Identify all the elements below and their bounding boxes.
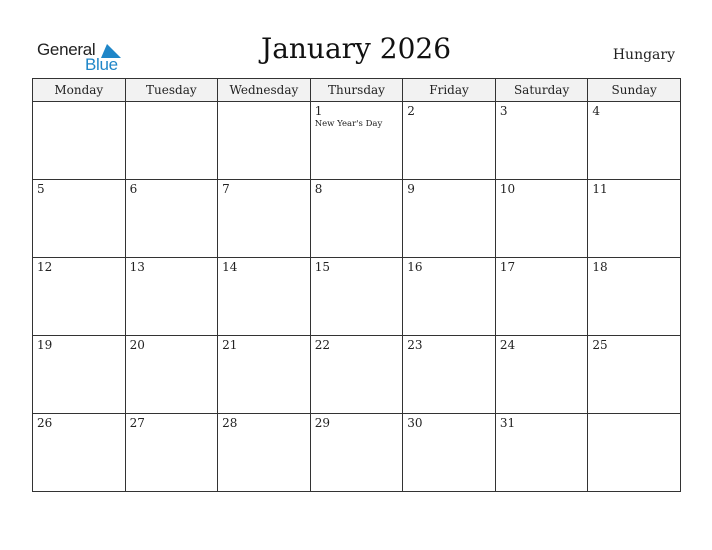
weekday-wednesday: Wednesday [218, 79, 311, 102]
day-number: 5 [37, 182, 45, 196]
day-number: 19 [37, 338, 53, 352]
day-number: 2 [407, 104, 415, 118]
day-number: 26 [37, 416, 53, 430]
weekday-thursday: Thursday [310, 79, 403, 102]
day-cell [218, 258, 311, 336]
day-number: 10 [499, 182, 516, 196]
day-cell [495, 336, 588, 414]
day-number: 15 [314, 260, 330, 274]
weekday-monday: Monday [33, 79, 126, 102]
day-cell [310, 180, 403, 258]
day-cell [218, 414, 311, 492]
day-cell [403, 258, 496, 336]
weekday-sunday: Sunday [588, 79, 681, 102]
day-cell [33, 180, 126, 258]
day-number: 7 [222, 182, 230, 196]
weekday-header-row [33, 79, 681, 102]
week-row [33, 414, 681, 492]
day-cell [33, 336, 126, 414]
weekday-friday: Friday [403, 79, 496, 102]
day-cell [495, 180, 588, 258]
day-number: 1 [314, 104, 323, 118]
day-cell [403, 414, 496, 492]
day-number: 27 [129, 416, 145, 430]
day-cell [403, 102, 496, 180]
country-label: Hungary [612, 47, 675, 63]
day-number: 18 [592, 260, 608, 274]
week-row [33, 336, 681, 414]
day-number: 14 [222, 260, 238, 274]
day-number: 12 [37, 260, 53, 274]
day-number: 22 [314, 338, 330, 352]
day-number: 4 [592, 104, 601, 118]
day-number: 9 [407, 182, 415, 196]
day-number: 13 [129, 260, 145, 274]
day-cell [125, 102, 218, 180]
day-cell [588, 414, 681, 492]
day-cell [588, 180, 681, 258]
day-cell [218, 180, 311, 258]
day-cell [588, 258, 681, 336]
day-cell [310, 102, 403, 180]
day-number: 17 [499, 260, 516, 274]
day-cell [218, 102, 311, 180]
logo-word-general: General [37, 40, 96, 59]
day-cell [495, 414, 588, 492]
day-cell [33, 258, 126, 336]
day-cell [495, 102, 588, 180]
day-cell [33, 414, 126, 492]
day-number: 25 [592, 338, 608, 352]
day-cell [495, 258, 588, 336]
day-cell [588, 102, 681, 180]
day-cell [125, 180, 218, 258]
calendar-grid [32, 78, 681, 492]
day-number: 23 [407, 338, 423, 352]
week-row [33, 102, 681, 180]
day-number: 30 [407, 416, 423, 430]
day-number: 3 [499, 104, 508, 118]
day-cell [125, 414, 218, 492]
day-number: 31 [499, 416, 516, 430]
week-row [33, 258, 681, 336]
logo-word-blue: Blue [85, 55, 118, 74]
day-number: 11 [592, 182, 608, 196]
day-number: 20 [129, 338, 145, 352]
day-number: 29 [314, 416, 330, 430]
day-number: 16 [407, 260, 423, 274]
day-cell [33, 102, 126, 180]
day-number: 21 [222, 338, 238, 352]
week-row [33, 180, 681, 258]
holiday-label: New Year's Day [314, 119, 383, 129]
day-number: 28 [222, 416, 238, 430]
weekday-saturday: Saturday [495, 79, 588, 102]
day-cell [125, 336, 218, 414]
day-number: 8 [314, 182, 323, 196]
day-cell [310, 258, 403, 336]
day-number: 24 [499, 338, 516, 352]
day-cell [403, 336, 496, 414]
day-number: 6 [129, 182, 138, 196]
day-cell [125, 258, 218, 336]
day-cell [218, 336, 311, 414]
day-cell [310, 414, 403, 492]
day-cell [403, 180, 496, 258]
day-cell [588, 336, 681, 414]
calendar-title: January 2026 [260, 32, 452, 65]
weekday-tuesday: Tuesday [125, 79, 218, 102]
day-cell [310, 336, 403, 414]
